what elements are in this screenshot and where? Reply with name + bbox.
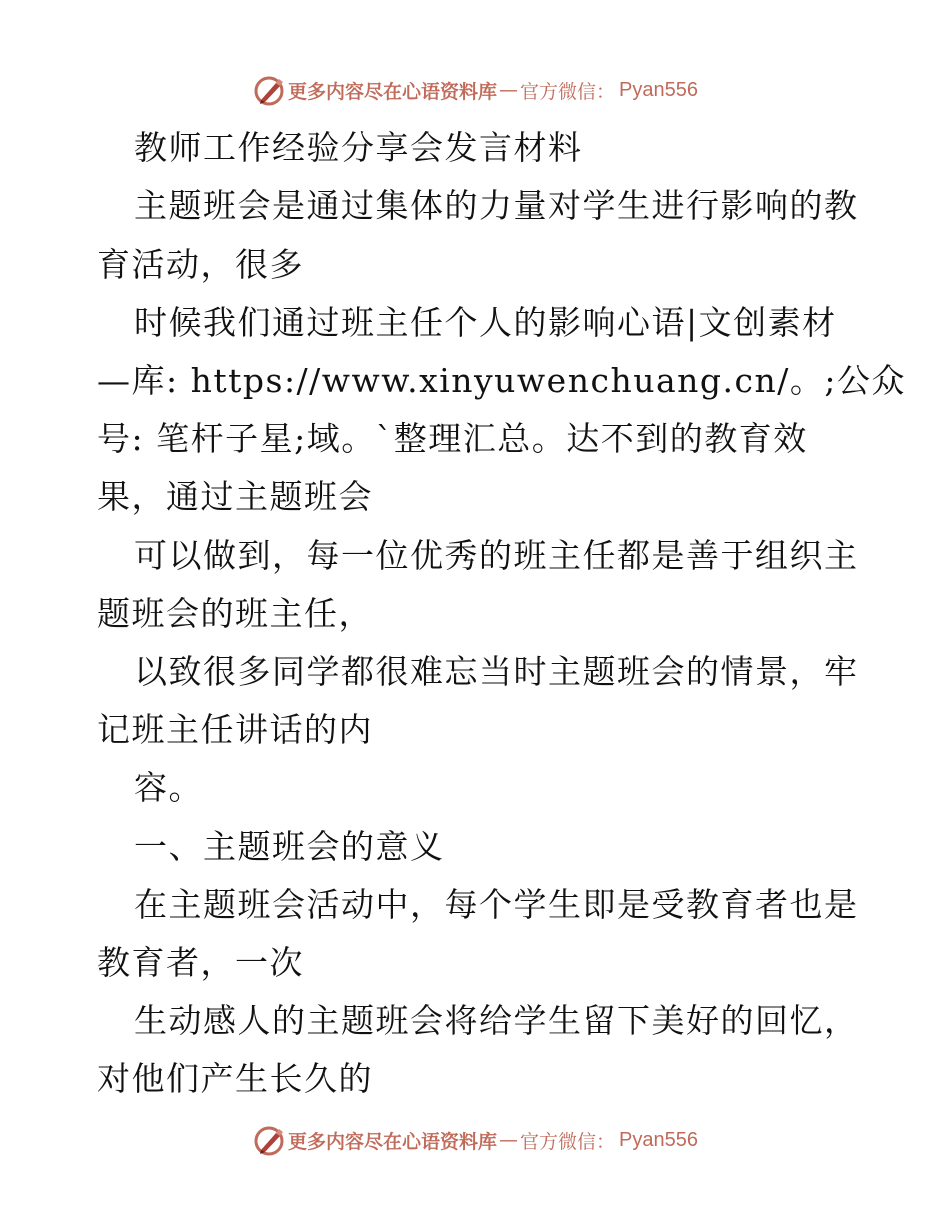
wechat-label: 官方微信：	[520, 80, 616, 103]
header-banner	[0, 70, 950, 110]
wechat-label: 官方微信：	[520, 1130, 616, 1153]
paragraph-line: 容。	[134, 768, 203, 807]
document-title: 教师工作经验分享会发言材料	[134, 128, 583, 167]
footer-banner	[0, 1120, 950, 1160]
paragraph-line: 生动感人的主题班会将给学生留下美好的回忆，	[134, 1001, 859, 1040]
banner-text: 更多内容尽在心语资料库	[288, 80, 498, 103]
paragraph-line: 题班会的班主任，	[97, 594, 373, 633]
paragraph-line: 以致很多同学都很难忘当时主题班会的情景，牢	[134, 652, 859, 691]
section-heading: 一、主题班会的意义	[134, 827, 445, 866]
paragraph-line: 教育者，一次	[97, 943, 304, 982]
banner-separator: —	[499, 1129, 519, 1151]
pen-logo-icon	[252, 73, 286, 107]
paragraph-line: 对他们产生长久的	[97, 1059, 373, 1098]
paragraph-line: 果，通过主题班会	[97, 477, 373, 516]
paragraph-line: 记班主任讲话的内	[97, 710, 373, 749]
paragraph-line: 时候我们通过班主任个人的影响心语|文创素材	[134, 303, 837, 342]
paragraph-line: 号: 笔杆子星;域。`整理汇总。达不到的教育效	[97, 419, 808, 458]
banner-text: 更多内容尽在心语资料库	[288, 1130, 498, 1153]
paragraph-line: —库: https://www.xinyuwenchuang.cn/。;公众	[97, 361, 906, 400]
wechat-id: Pyan556	[619, 78, 698, 101]
paragraph-line: 育活动，很多	[97, 245, 304, 284]
paragraph-line: 可以做到，每一位优秀的班主任都是善于组织主	[134, 536, 859, 575]
wechat-id: Pyan556	[619, 1128, 698, 1151]
pen-logo-icon	[252, 1123, 286, 1157]
paragraph-line: 主题班会是通过集体的力量对学生进行影响的教	[134, 186, 859, 225]
banner-separator: —	[499, 79, 519, 101]
paragraph-line: 在主题班会活动中，每个学生即是受教育者也是	[134, 885, 859, 924]
